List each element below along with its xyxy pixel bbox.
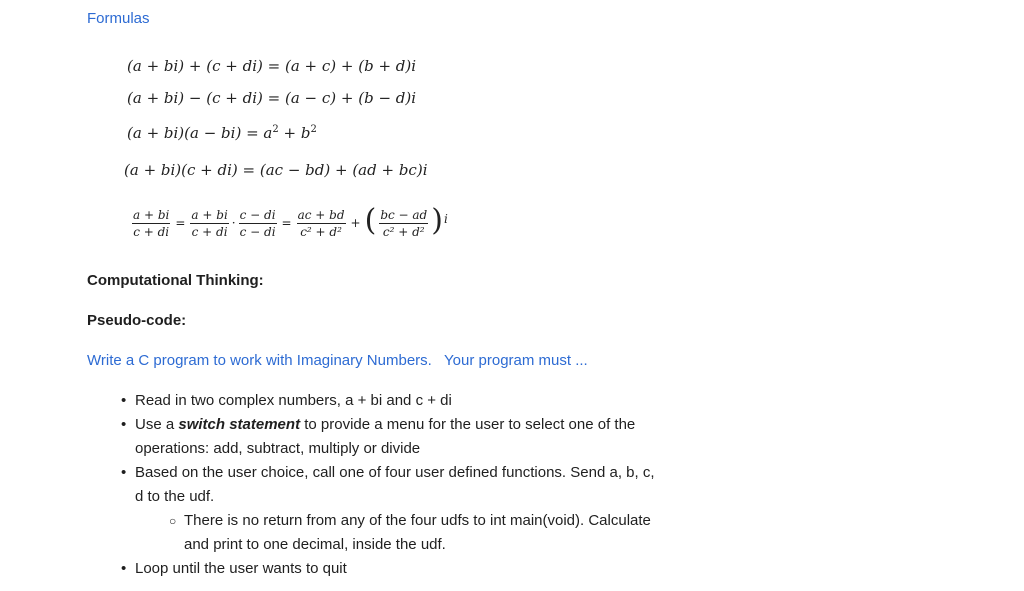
formula-conjugate-exp2: 2 xyxy=(310,124,317,135)
list-item-text: Based on the user choice, call one of four user defined functions. Send a, b, c, xyxy=(135,464,655,481)
fraction-1-num: a + bi xyxy=(133,207,170,222)
plus-operator: + xyxy=(350,216,361,230)
formulas-heading: Formulas xyxy=(87,10,150,27)
sub-list-item-text: There is no return from any of the four udfs to int main(void). Calculate xyxy=(184,512,651,529)
equals-1: = xyxy=(175,216,186,230)
formula-subtraction-text: (a + bi) − (c + di) = (a − c) + (b − d) xyxy=(127,89,412,107)
fraction-5-den: c² + d² xyxy=(382,224,425,239)
bullet-icon: • xyxy=(121,560,127,577)
formula-conjugate-exp1: 2 xyxy=(272,124,279,135)
division-i: i xyxy=(443,212,448,226)
formula-conjugate xyxy=(127,124,317,142)
formula-conjugate-mid: + b xyxy=(278,124,311,142)
sub-list-item xyxy=(169,509,715,557)
fraction-3-den: c − di xyxy=(239,224,276,239)
formula-addition xyxy=(127,57,416,75)
fraction-1 xyxy=(132,208,170,239)
list-item-text: operations: add, subtract, multiply or divide xyxy=(135,440,421,457)
formula-subtraction-i: i xyxy=(411,89,417,107)
right-paren: ) xyxy=(431,203,443,238)
task-description: Write a C program to work with Imaginary Numbers. Your program must ... xyxy=(87,352,588,369)
left-paren: ( xyxy=(364,203,377,238)
requirements-list xyxy=(115,389,715,581)
fraction-2 xyxy=(190,208,228,239)
bullet-icon: • xyxy=(121,464,127,481)
sub-list-item-text: and print to one decimal, inside the udf. xyxy=(184,536,446,553)
formula-multiplication-i: i xyxy=(422,161,428,179)
formula-subtraction xyxy=(127,89,416,107)
fraction-1-den: c + di xyxy=(133,224,170,239)
fraction-3-num: c − di xyxy=(239,207,276,222)
switch-statement-emphasis: switch statement xyxy=(178,416,301,433)
list-item-text: Use a xyxy=(135,416,179,433)
fraction-4-num: ac + bd xyxy=(297,207,345,222)
equals-2: = xyxy=(281,216,292,230)
list-item xyxy=(115,557,715,581)
fraction-4-den: c² + d² xyxy=(300,224,342,239)
formula-addition-i: i xyxy=(411,57,417,75)
formula-multiplication-text: (a + bi)(c + di) = (ac − bd) + (ad + bc) xyxy=(124,161,423,179)
fraction-5 xyxy=(379,208,428,239)
list-item-text: Loop until the user wants to quit xyxy=(135,560,347,577)
bullet-icon: • xyxy=(121,392,127,409)
formula-division xyxy=(130,203,448,243)
computational-thinking-heading: Computational Thinking: xyxy=(87,272,264,289)
formula-addition-text: (a + bi) + (c + di) = (a + c) + (b + d) xyxy=(127,57,412,75)
list-item xyxy=(115,389,715,413)
list-item xyxy=(115,413,715,461)
list-item-text: to provide a menu for the user to select one of the xyxy=(300,416,636,433)
bullet-icon: • xyxy=(121,416,127,433)
hollow-bullet-icon: ○ xyxy=(169,514,177,528)
list-item xyxy=(115,461,715,557)
formula-conjugate-text: (a + bi)(a − bi) = a xyxy=(127,124,273,142)
fraction-5-num: bc − ad xyxy=(380,207,428,222)
sub-list xyxy=(135,509,715,557)
list-item-text: Read in two complex numbers, a + bi and c + di xyxy=(135,392,452,409)
dot-operator: · xyxy=(231,216,236,230)
fraction-3 xyxy=(239,208,277,239)
formula-multiplication xyxy=(124,161,428,179)
list-item-text: d to the udf. xyxy=(135,488,215,505)
pseudo-code-heading: Pseudo-code: xyxy=(87,312,187,329)
fraction-2-num: a + bi xyxy=(191,207,228,222)
fraction-4 xyxy=(297,208,346,239)
fraction-2-den: c + di xyxy=(191,224,228,239)
